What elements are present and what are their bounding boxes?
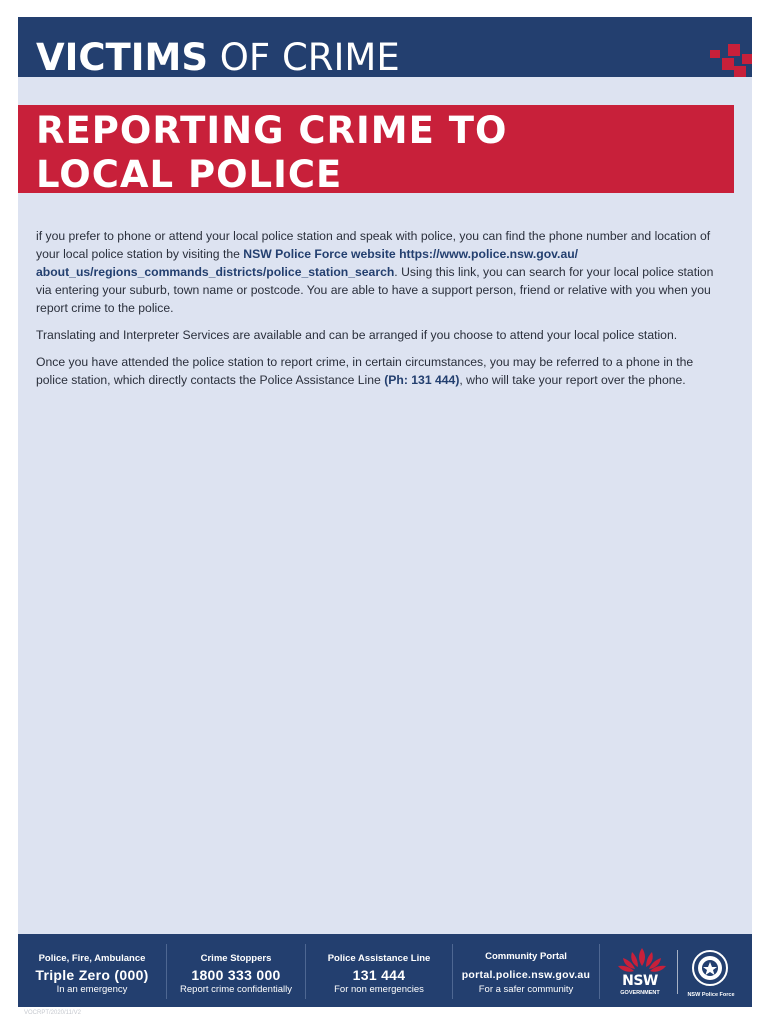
footer-item-emergency: Police, Fire, Ambulance Triple Zero (000) In an emergency [18,934,166,1007]
assistance-line-phone[interactable]: (Ph: 131 444) [384,373,460,387]
header-band [18,17,752,77]
document-page [18,17,752,1007]
paragraph-assistance-line: Once you have attended the police station to report crime, in certain circumstances, you may be referred to a phone in the police station, which directly contacts the Police Assistance Line (Ph: 131 444), who will take your report over the phone. [36,355,694,387]
community-portal-url[interactable]: portal.police.nsw.gov.au [461,969,591,981]
emergency-number: Triple Zero (000) [35,967,149,983]
document-code: VOCRPT/2020/11/V2 [24,1010,81,1016]
series-title-rest: OF CRIME [208,36,400,79]
body-content [36,227,716,398]
page-title [36,109,726,197]
crime-stoppers-number: 1800 333 000 [191,967,281,983]
footer-divider [599,944,600,999]
series-title-bold: VICTIMS [36,36,209,79]
nsw-logo-text: NSW [622,973,658,989]
police-logo-text: NSW Police Force [687,992,735,998]
footer-item-assistance-line: Police Assistance Line 131 444 For non emergencies [306,934,452,1007]
page-title-line1: REPORTING CRIME TO [36,109,508,152]
assistance-line-number: 131 444 [352,967,406,983]
footer-item-community-portal: Community Portal portal.police.nsw.gov.au For a safer community [453,934,599,1007]
footer-item-crime-stoppers: Crime Stoppers 1800 333 000 Report crime confidentially [167,934,305,1007]
page-series-title [36,36,400,80]
paragraph-phone-attend: if you prefer to phone or attend your local police station and speak with police, you can find the phone number and location of your local police station by visiting the NSW Police Force website https://www.police.nsw.gov.au/ about_us/regions_commands_districts/police_station_search. Using this link, you can search for your local police station via entering your suburb, town name or postcode. You are able to have a support person, friend or relative with you when you report crime to the police. [36,229,714,315]
contact-footer [18,934,752,1007]
checker-decoration [710,44,752,77]
page-title-line2: LOCAL POLICE [36,153,343,196]
nsw-government-text: GOVERNMENT [620,990,660,996]
police-station-search-link[interactable]: NSW Police Force website https://www.police.nsw.gov.au/ about_us/regions_commands_districts/police_station_search [36,247,579,279]
logo-separator [677,950,678,994]
police-badge-icon [690,948,730,988]
paragraph-interpreter: Translating and Interpreter Services are available and can be arranged if you choose to attend your local police station. [36,328,678,342]
